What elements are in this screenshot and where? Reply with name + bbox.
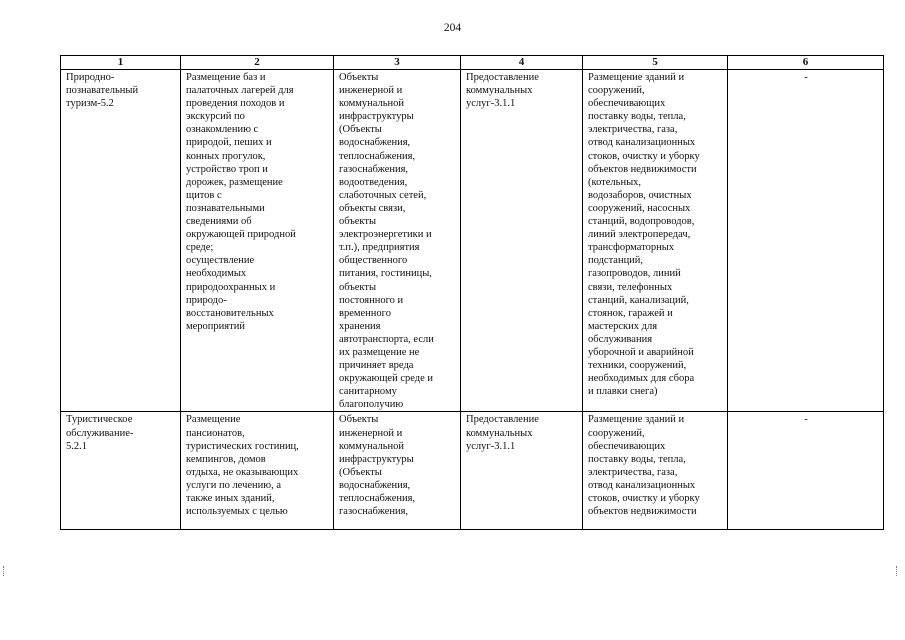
land-use-type-cell: Туристическое обслуживание- 5.2.1 — [61, 412, 181, 530]
column-header-5: 5 — [583, 56, 728, 70]
column-header-3: 3 — [334, 56, 461, 70]
table-header-row — [61, 56, 884, 70]
column-header-1: 1 — [61, 56, 181, 70]
column-header-2: 2 — [181, 56, 334, 70]
land-use-type-cell: Природно- познавательный туризм-5.2 — [61, 70, 181, 412]
table-row — [61, 70, 884, 412]
permitted-objects-cell: Объекты инженерной и коммунальной инфраструктуры (Объекты водоснабжения, теплоснабжения, газоснабжения, — [334, 412, 461, 530]
auxiliary-description-cell: Размещение зданий и сооружений, обеспечивающих поставку воды, тепла, электричества, газа, отвод канализационных стоков, очистку и уборку объектов недвижимости — [583, 412, 728, 530]
use-description-cell: Размещение пансионатов, туристических гостиниц, кемпингов, домов отдыха, не оказывающих услуги по лечению, а также иных зданий, используемых с целью — [181, 412, 334, 530]
page-number: 204 — [443, 22, 462, 34]
column-header-4: 4 — [461, 56, 583, 70]
auxiliary-use-type-cell: Предоставление коммунальных услуг-3.1.1 — [461, 412, 583, 530]
parameters-cell: - — [728, 70, 884, 412]
right-margin-mark — [896, 566, 900, 576]
column-header-6: 6 — [728, 56, 884, 70]
table-row — [61, 412, 884, 530]
parameters-cell: - — [728, 412, 884, 530]
left-margin-mark — [3, 566, 7, 576]
land-use-table — [60, 55, 884, 530]
auxiliary-use-type-cell: Предоставление коммунальных услуг-3.1.1 — [461, 70, 583, 412]
auxiliary-description-cell: Размещение зданий и сооружений, обеспечивающих поставку воды, тепла, электричества, газа, отвод канализационных стоков, очистку и уборку объектов недвижимости (котельных, водозаборов, очистных сооружений, насосных станций, водопроводов, линий электропередач, трансформаторных подстанций, газопроводов, линий связи, телефонных станций, канализаций, стоянок, гаражей и мастерских для обслуживания уборочной и аварийной техники, сооружений, необходимых для сбора и плавки снега) — [583, 70, 728, 412]
use-description-cell: Размещение баз и палаточных лагерей для проведения походов и экскурсий по ознакомлению с природой, пеших и конных прогулок, устройство троп и дорожек, размещение щитов с познавательными сведениями об окружающей природной среде; осуществление необходимых природоохранных и природо- восстановительных мероприятий — [181, 70, 334, 412]
permitted-objects-cell: Объекты инженерной и коммунальной инфраструктуры (Объекты водоснабжения, теплоснабжения, газоснабжения, водоотведения, слаботочных сетей, объекты связи, объекты электроэнергетики и т.п.), предприятия общественного питания, гостиницы, объекты постоянного и временного хранения автотранспорта, если их размещение не причиняет вреда окружающей среде и санитарному благополучию — [334, 70, 461, 412]
